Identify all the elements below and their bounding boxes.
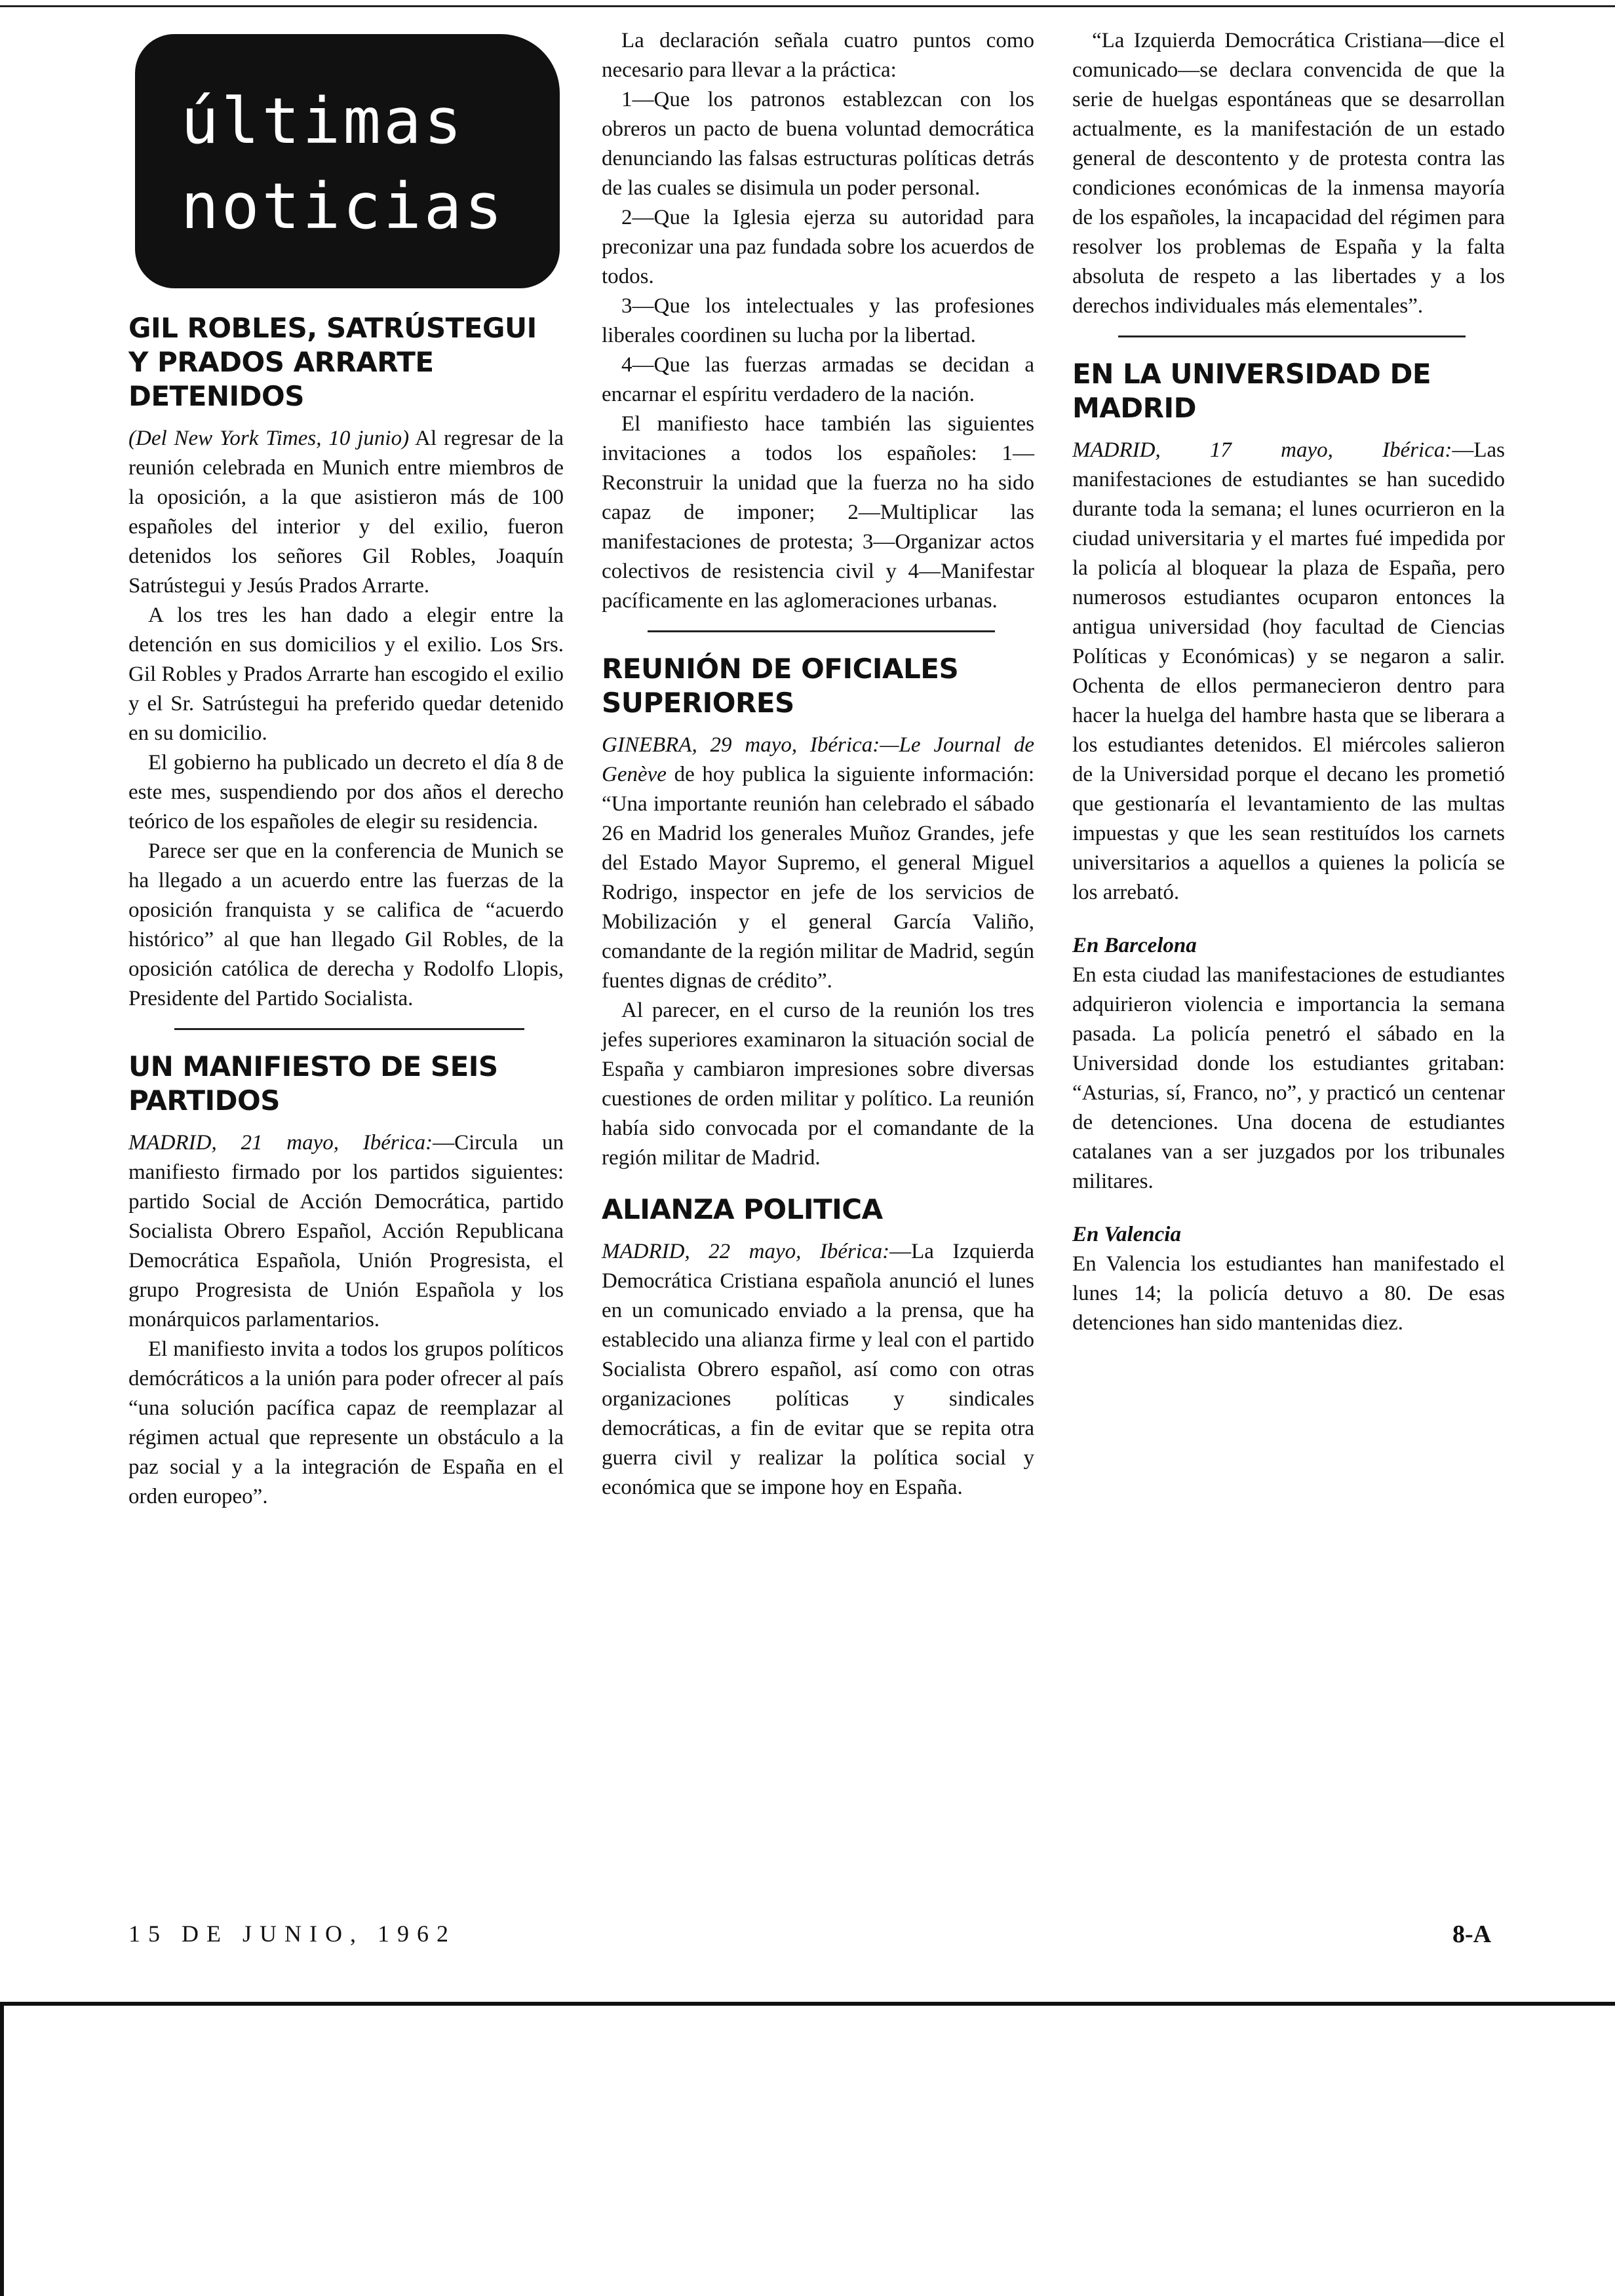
article-4-lead: MADRID, 22 mayo, Ibérica:—La Izquierda Democrática Cristiana española anunció el lunes en un comunicado enviado a la prensa, que ha establecido una alianza firme y leal con el partido Socialista Obrero español, así como con otras organizaciones políticas y sindicales democráticas, a fin de evitar que se repita otra guerra civil y realizar la política social y económica que se impone hoy en España. (602, 1240, 1034, 1499)
article-4-paragraph: “La Izquierda Democrática Cristiana—dice el comunicado—se declara convencida de que la serie de huelgas espontáneas que se desarrollan actualmente, es la manifestación de un estado general de descontento y de protesta contra las condiciones económicas de la inmensa mayoría de los españoles, la incapacidad del régimen para resolver los problemas de España y la falta absoluta de respeto a las libertades y a los derechos individuales más elementales”. (1072, 29, 1505, 318)
ultimas-noticias-banner (135, 34, 560, 288)
page-number: 8-A (1452, 1921, 1492, 1948)
article-1-paragraph: Parece ser que en la conferencia de Munich se ha llegado a un acuerdo entre las fuerzas de la oposición franquista y se califica de “acuerdo histórico” al que han llegado Gil Robles, de la oposición católica de derecha y Rodolfo Llopis, Presidente del Partido Socialista. (128, 839, 564, 1010)
banner-line-2: noticias (181, 170, 505, 243)
divider (1118, 335, 1466, 337)
left-edge-rule (0, 2005, 4, 2296)
article-1-headline: GIL ROBLES, SATRÚSTEGUI Y PRADOS ARRARTE DETENIDOS (128, 312, 537, 412)
divider (648, 630, 995, 632)
subheading-valencia: En Valencia (1072, 1223, 1181, 1246)
valencia-paragraph: En Valencia los estudiantes han manifestado el lunes 14; la policía detuvo a 80. De esas detenciones han sido mantenidas diez. (1072, 1252, 1505, 1335)
article-5-headline: EN LA UNIVERSIDAD DE MADRID (1072, 358, 1431, 424)
article-2-paragraph: El manifiesto hace también las siguientes invitaciones a todos los españoles: 1—Reconstruir la unidad que la fuerza no ha sido capaz de imponer; 2—Multiplicar las manifestaciones de protesta; 3—Organizar actos colectivos de resistencia civil y 4—Manifestar pacíficamente en las aglomeraciones urbanas. (602, 412, 1034, 613)
article-2-point: 2—Que la Iglesia ejerza su autoridad para preconizar una paz fundada sobre los acuerdos de todos. (602, 206, 1034, 288)
article-5-lead: MADRID, 17 mayo, Ibérica:—Las manifestaciones de estudiantes se han sucedido durante toda la semana; el lunes ocurrieron en la ciudad universitaria y el martes fué impedida por la policía al bloquear la plaza de España, pero numerosos estudiantes ocuparon entonces la antigua universidad (hoy facultad de Ciencias Políticas y Económicas) y se negaron a salir. Ochenta de ellos permanecieron dentro para hacer la huelga del hambre hasta que se liberara a los estudiantes detenidos. El miércoles salieron de la Universidad porque el decano les prometió que gestionaría el levantamiento de las multas impuestas y que les sean restituídos los carnets universitarios a aquellos a quienes la policía se los arrebató. (1072, 438, 1505, 904)
article-2-point: 1—Que los patronos establezcan con los obreros un pacto de buena voluntad democrática denunciando las falsas estructuras políticas detrás de las cuales se disimula un poder personal. (602, 88, 1034, 200)
article-2-point: 3—Que los intelectuales y las profesiones liberales coordinen su lucha por la libertad. (602, 294, 1034, 347)
divider (174, 1028, 524, 1030)
banner-line-1: últimas (181, 85, 465, 158)
bottom-rule (0, 2002, 1615, 2006)
article-4-headline: ALIANZA POLITICA (602, 1193, 883, 1225)
article-2-paragraph: El manifiesto invita a todos los grupos políticos demócráticos a la unión para poder ofrecer al país “una solución pacífica capaz de reemplazar al régimen actual que represente un obstáculo a la paz social y a la integración de España en el orden europeo”. (128, 1337, 564, 1508)
article-1-dateline: (Del New York Times, 10 junio) Al regresar de la reunión celebrada en Munich entre miembros de la oposición, a la que asistieron más de 100 españoles del interior y del exilio, fueron detenidos los señores Gil Robles, Joaquín Satrústegui y Jesús Prados Arrarte. (128, 427, 564, 598)
article-2-paragraph: La declaración señala cuatro puntos como necesario para llevar a la práctica: (602, 29, 1034, 82)
top-rule (0, 5, 1615, 7)
subheading-barcelona: En Barcelona (1072, 934, 1197, 957)
article-3-headline: REUNIÓN DE OFICIALES SUPERIORES (602, 653, 959, 719)
article-2-lead: MADRID, 21 mayo, Ibérica:—Circula un manifiesto firmado por los partidos siguientes: partido Social de Acción Democrática, partido Socialista Obrero Español, Acción Republicana Democrática Española, Unión Progresista, el grupo Progresista de Unión Española y los monárquicos parlamentarios. (128, 1131, 564, 1331)
article-1-paragraph: El gobierno ha publicado un decreto el día 8 de este mes, suspendiendo por dos años el derecho teórico de los españoles de elegir su residencia. (128, 751, 564, 833)
column-1 (128, 292, 564, 1512)
article-3-paragraph: Al parecer, en el curso de la reunión los tres jefes superiores examinaron la situación social de España y cambiaron impresiones sobre diversas cuestiones de orden militar y político. La reunión había sido convocada por el comandante de la región militar de Madrid. (602, 999, 1034, 1170)
footer-date: 15 DE JUNIO, 1962 (128, 1921, 456, 1947)
article-2-headline: UN MANIFIESTO DE SEIS PARTIDOS (128, 1050, 498, 1117)
article-3-lead: GINEBRA, 29 mayo, Ibérica:—Le Journal de Genève de hoy publica la siguiente información: “Una importante reunión han celebrado el sábado 26 en Madrid los generales Muñoz Grandes, jefe del Estado Mayor Supremo, el general Miguel Rodrigo, inspector en jefe de los servicios de Mobilización y el general García Valiño, comandante de la región militar de Madrid, según fuentes dignas de crédito”. (602, 733, 1034, 993)
article-1-paragraph: A los tres les han dado a elegir entre la detención en sus domicilios y el exilio. Los Srs. Gil Robles y Prados Arrarte han escogido el exilio y el Sr. Satrústegui ha preferido quedar detenido en su domicilio. (128, 603, 564, 745)
barcelona-paragraph: En esta ciudad las manifestaciones de estudiantes adquirieron violencia e importancia la semana pasada. La policía penetró el sábado en la Universidad donde los estudiantes gritaban: “Asturias, sí, Franco, no”, y practicó un centenar de detenciones. Una docena de estudiantes catalanes van a ser juzgados por los tribunales militares. (1072, 963, 1505, 1193)
column-2 (602, 26, 1034, 1502)
article-2-point: 4—Que las fuerzas armadas se decidan a encarnar el espíritu verdadero de la nación. (602, 353, 1034, 406)
column-3 (1072, 26, 1505, 1338)
